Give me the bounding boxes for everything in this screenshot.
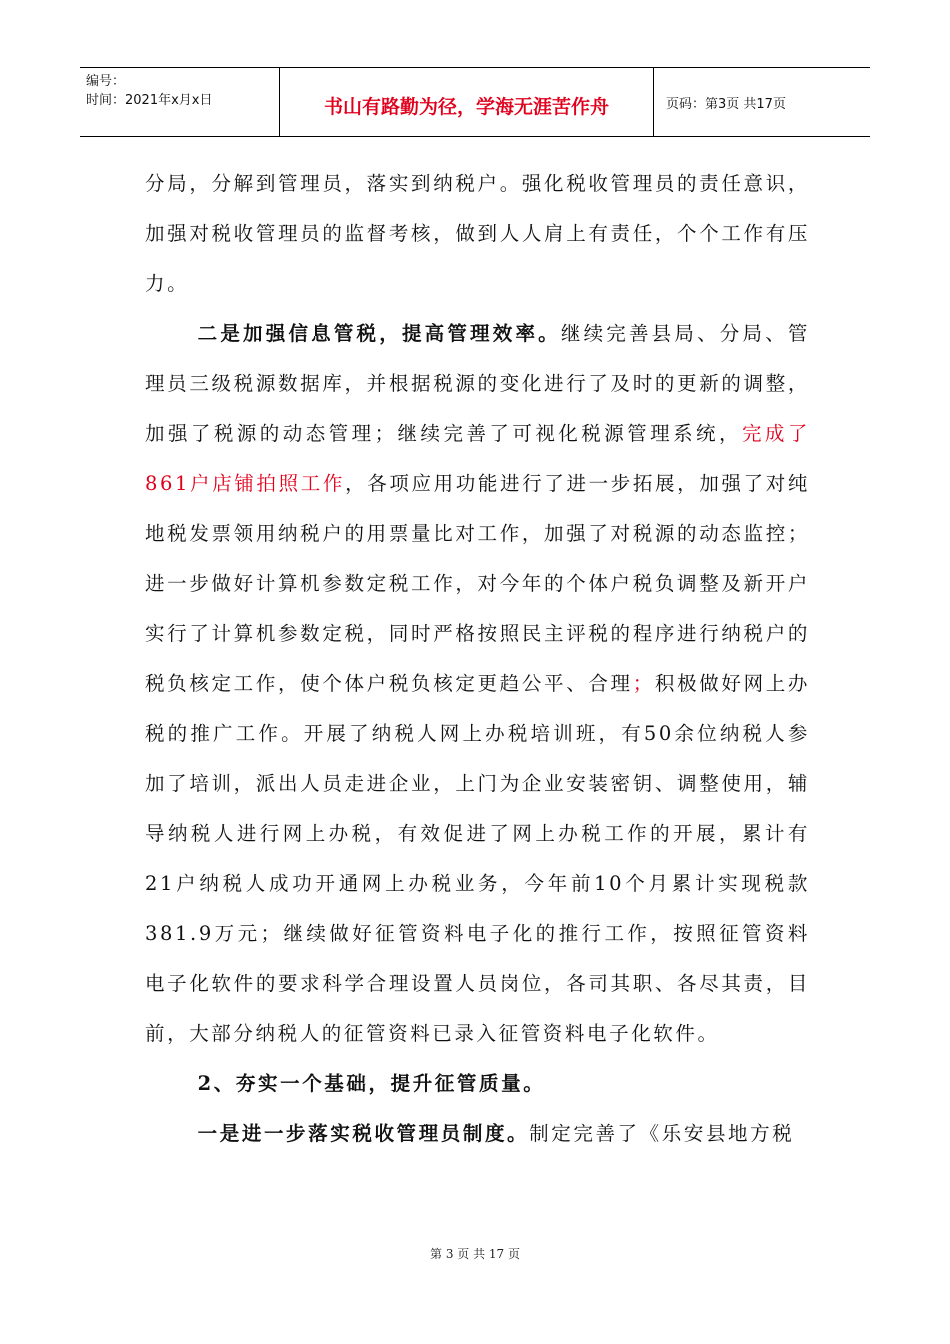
paragraph-1: 分局，分解到管理员，落实到纳税户。强化税收管理员的责任意识，加强对税收管理员的监督考核，做到人人肩上有责任，个个工作有压力。 xyxy=(145,172,810,295)
page-header xyxy=(80,67,870,137)
paragraph-2-text-b: ，各项应用功能进行了进一步拓展，加强了对纯地税发票领用纳税户的用票量比对工作，加强了对税源的动态监控；进一步做好计算机参数定税工作，对今年的个体户税负调整及新开户实行了计算机参数定税，同时严格按照民主评税的程序进行纳税户的税负核定工作，使个体户税负核定更趋公平、合理 xyxy=(145,472,810,695)
paragraph-2-text-a: 继续完善县局、分局、管理员三级税源数据库，并根据税源的变化进行了及时的更新的调整，加强了税源的动态管理；继续完善了可视化税源管理系统， xyxy=(145,322,810,445)
header-page-code: 页码：第3页 共17页 xyxy=(666,97,786,112)
paragraph-2-highlight-semicolon: ； xyxy=(632,672,655,695)
doc-time-label: 时间：2021年x月x日 xyxy=(86,93,213,108)
header-meta xyxy=(80,68,280,136)
doc-number-label: 编号： xyxy=(86,74,126,89)
header-motto: 书山有路勤为径，学海无涯苦作舟 xyxy=(280,68,654,136)
page-footer: 第 3 页 共 17 页 xyxy=(430,1247,520,1261)
paragraph-4-heading: 一是进一步落实税收管理员制度。 xyxy=(197,1122,530,1145)
section-heading-2: 2、夯实一个基础，提升征管质量。 xyxy=(197,1072,546,1095)
paragraph-2-highlight: 完成了861户店铺拍照工作 xyxy=(145,422,810,495)
paragraph-4-text: 制定完善了《乐安县地方税 xyxy=(529,1122,795,1145)
document-body xyxy=(145,159,810,1159)
paragraph-2-heading: 二是加强信息管税，提高管理效率。 xyxy=(197,322,561,345)
paragraph-4 xyxy=(145,1109,810,1159)
paragraph-2 xyxy=(145,309,810,1059)
paragraph-2-text-c: 积极做好网上办税的推广工作。开展了纳税人网上办税培训班，有50余位纳税人参加了培训，派出人员走进企业，上门为企业安装密钥、调整使用，辅导纳税人进行网上办税，有效促进了网上办税工作的开展，累计有21户纳税人成功开通网上办税业务，今年前10个月累计实现税款381.9万元；继续做好征管资料电子化的推行工作，按照征管资料电子化软件的要求科学合理设置人员岗位，各司其职、各尽其责，目前，大部分纳税人的征管资料已录入征管资料电子化软件。 xyxy=(145,672,811,1045)
